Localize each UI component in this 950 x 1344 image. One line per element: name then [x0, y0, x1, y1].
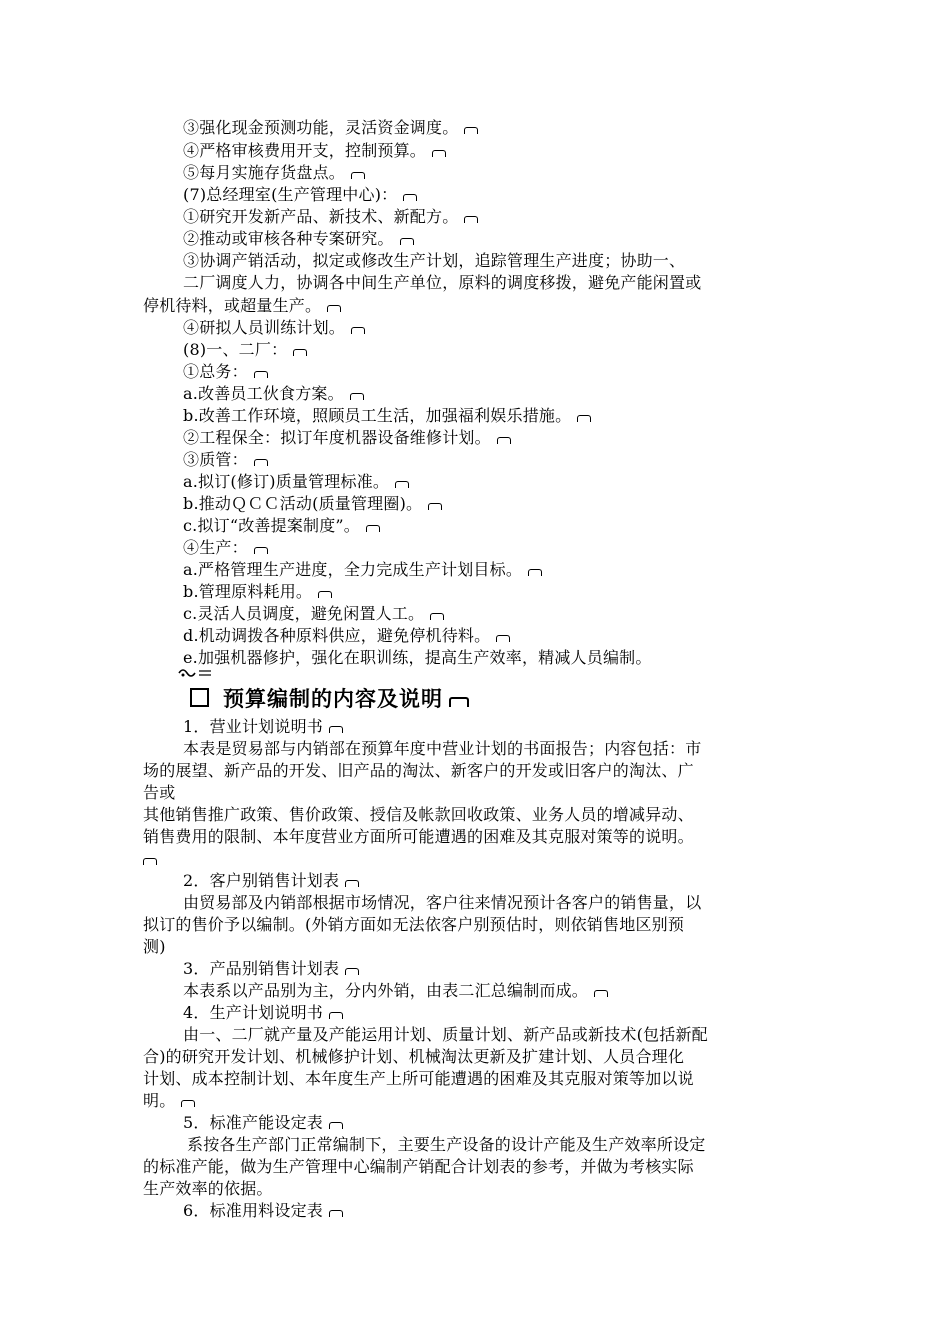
section-line: 本表系以产品别为主，分内外销，由表二汇总编制而成。	[183, 980, 608, 1002]
paragraph-mark-icon	[428, 503, 442, 510]
list-line: ③协调产销活动，拟定或修改生产计划，追踪管理生产进度；协助一、	[183, 251, 686, 270]
paragraph-mark-icon	[254, 371, 268, 378]
paragraph-mark-icon	[345, 880, 359, 887]
paragraph-mark-icon	[329, 1012, 343, 1019]
section-line: 6．标准用料设定表	[183, 1200, 343, 1222]
paragraph-mark-icon	[403, 194, 417, 201]
paragraph-mark-icon	[594, 990, 608, 997]
list-line: ④研拟人员训练计划。	[183, 317, 365, 339]
paragraph-mark-icon	[432, 150, 446, 157]
paragraph-mark-icon	[254, 459, 268, 466]
paragraph-mark-icon	[528, 569, 542, 576]
paragraph-mark-icon	[345, 968, 359, 975]
paragraph-mark-icon	[449, 697, 469, 707]
section-line	[137, 848, 157, 870]
paragraph-mark-icon	[366, 525, 380, 532]
list-line: ①总务：	[183, 361, 268, 383]
list-line: ③强化现金预测功能，灵活资金调度。	[183, 117, 478, 139]
paragraph-mark-icon	[464, 216, 478, 223]
list-line: ⑤每月实施存货盘点。	[183, 162, 365, 184]
list-line: ②推动或审核各种专案研究。	[183, 228, 414, 250]
paragraph-mark-icon	[293, 349, 307, 356]
list-line: (8)一、二厂：	[183, 339, 307, 361]
paragraph-mark-icon	[329, 726, 343, 733]
paragraph-mark-icon	[329, 1210, 343, 1217]
paragraph-mark-icon	[318, 591, 332, 598]
paragraph-mark-icon	[350, 393, 364, 400]
section-line: 系按各生产部门正常编制下，主要生产设备的设计产能及生产效率所设定	[187, 1135, 706, 1154]
list-line: c.灵活人员调度，避免闲置人工。	[183, 603, 444, 625]
section-line: 告或	[143, 783, 176, 802]
section-line: 计划、成本控制计划、本年度生产上所可能遭遇的困难及其克服对策等加以说	[143, 1069, 694, 1088]
list-line: 停机待料，或超量生产。	[143, 295, 341, 317]
section-heading: 预算编制的内容及说明	[190, 684, 469, 714]
section-line: 销售费用的限制、本年度营业方面所可能遭遇的困难及其克服对策等的说明。	[143, 827, 694, 846]
section-line: 合)的研究开发计划、机械修护计划、机械淘汰更新及扩建计划、人员合理化	[143, 1047, 685, 1066]
paragraph-mark-icon	[400, 238, 414, 245]
section-line: 其他销售推广政策、售价政策、授信及帐款回收政策、业务人员的增减异动、	[143, 805, 694, 824]
list-line: ③质管：	[183, 449, 268, 471]
section-line: 1．营业计划说明书	[183, 716, 343, 738]
section-break-icon	[177, 666, 217, 680]
section-line: 由贸易部及内销部根据市场情况，客户往来情况预计各客户的销售量，以	[183, 893, 702, 912]
list-line: (7)总经理室(生产管理中心)：	[183, 184, 417, 206]
section-line: 5．标准产能设定表	[183, 1112, 343, 1134]
paragraph-mark-icon	[395, 481, 409, 488]
paragraph-mark-icon	[577, 415, 591, 422]
list-line: 二厂调度人力，协调各中间生产单位，原料的调度移拨，避免产能闲置或	[183, 273, 702, 292]
list-line: ④生产：	[183, 537, 268, 559]
list-line: d.机动调拨各种原料供应，避免停机待料。	[183, 625, 510, 647]
list-line: b.管理原料耗用。	[183, 581, 332, 603]
section-line: 的标准产能，做为生产管理中心编制产销配合计划表的参考，并做为考核实际	[143, 1157, 694, 1176]
paragraph-mark-icon	[351, 327, 365, 334]
list-line: a.拟订(修订)质量管理标准。	[183, 471, 409, 493]
paragraph-mark-icon	[351, 172, 365, 179]
section-line: 本表是贸易部与内销部在预算年度中营业计划的书面报告；内容包括：市	[183, 739, 702, 758]
section-line: 生产效率的依据。	[143, 1179, 273, 1198]
section-line: 由一、二厂就产量及产能运用计划、质量计划、新产品或新技术(包括新配	[183, 1025, 708, 1044]
section-line: 明。	[143, 1090, 195, 1112]
section-line: 4．生产计划说明书	[183, 1002, 343, 1024]
paragraph-mark-icon	[143, 858, 157, 865]
list-line: a.严格管理生产进度，全力完成生产计划目标。	[183, 559, 542, 581]
paragraph-mark-icon	[329, 1122, 343, 1129]
paragraph-mark-icon	[497, 437, 511, 444]
list-line: ②工程保全：拟订年度机器设备维修计划。	[183, 427, 511, 449]
section-line: 3．产品别销售计划表	[183, 958, 359, 980]
section-line: 场的展望、新产品的开发、旧产品的淘汰、新客户的开发或旧客户的淘汰、广	[143, 761, 694, 780]
list-line: e.加强机器修护，强化在职训练，提高生产效率，精减人员编制。	[183, 648, 652, 667]
paragraph-mark-icon	[181, 1100, 195, 1107]
paragraph-mark-icon	[464, 127, 478, 134]
list-line: a.改善员工伙食方案。	[183, 383, 364, 405]
paragraph-mark-icon	[430, 613, 444, 620]
section-line: 拟订的售价予以编制。(外销方面如无法依客户别预估时，则依销售地区别预	[143, 915, 685, 934]
paragraph-mark-icon	[496, 635, 510, 642]
list-line: c.拟订“改善提案制度”。	[183, 515, 380, 537]
list-line: b.改善工作环境，照顾员工生活，加强福利娱乐措施。	[183, 405, 591, 427]
list-line: b.推动ＱＣＣ活动(质量管理圈)。	[183, 493, 442, 515]
section-line: 2．客户别销售计划表	[183, 870, 359, 892]
list-line: ①研究开发新产品、新技术、新配方。	[183, 206, 478, 228]
checkbox-icon	[190, 688, 209, 707]
list-line: ④严格审核费用开支，控制预算。	[183, 140, 446, 162]
paragraph-mark-icon	[254, 547, 268, 554]
section-line: 测)	[143, 937, 166, 956]
paragraph-mark-icon	[327, 305, 341, 312]
